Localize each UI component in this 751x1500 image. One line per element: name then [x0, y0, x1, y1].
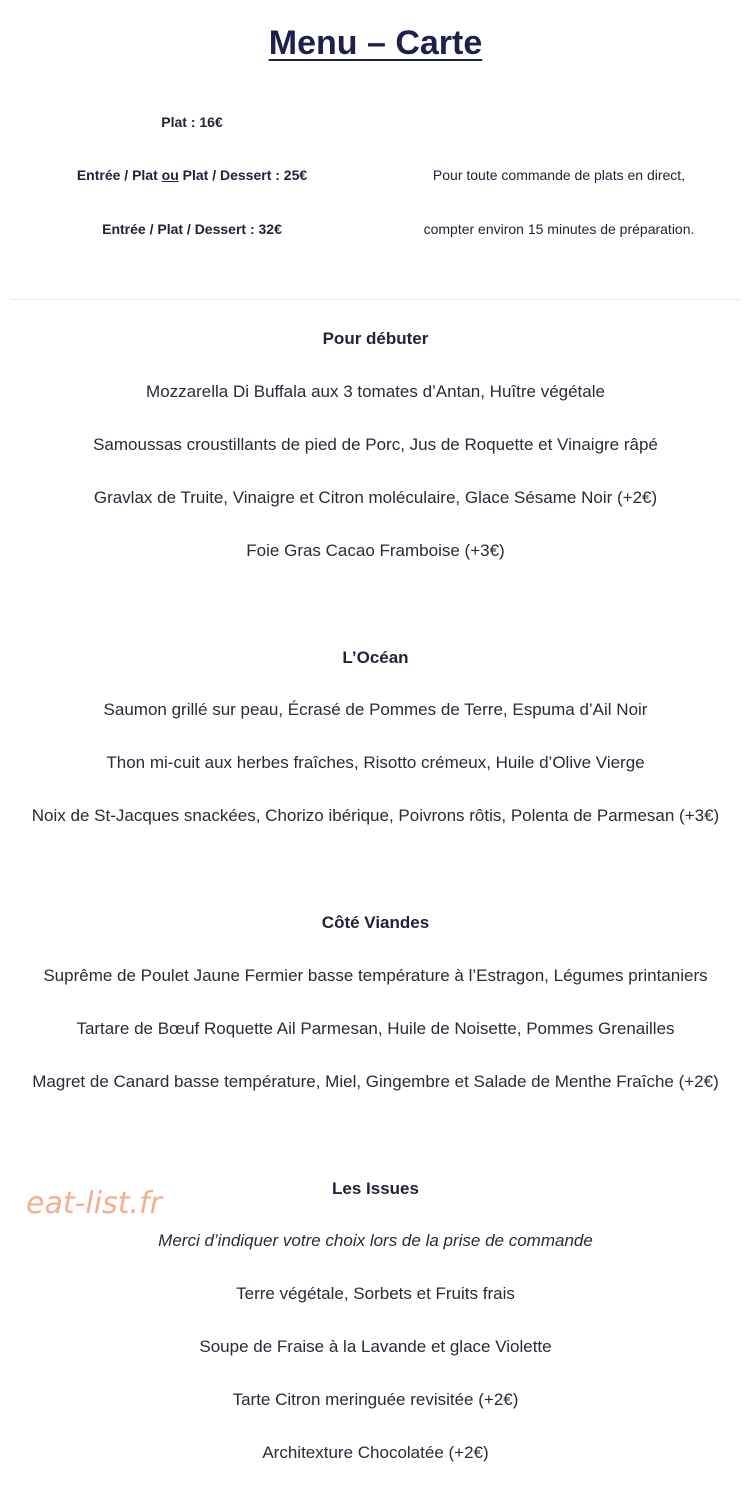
dish-item: Soupe de Fraise à la Lavande et glace Violette — [199, 1337, 552, 1356]
dish-item: Mozzarella Di Buffala aux 3 tomates d’Antan, Huître végétale — [146, 382, 605, 401]
dish-item: Thon mi-cuit aux herbes fraîches, Risotto crémeux, Huile d’Olive Vierge — [106, 753, 645, 772]
formula-two-part-a: Entrée / Plat — [76, 167, 162, 183]
divider — [10, 299, 741, 300]
price-formula-two — [42, 167, 342, 183]
dish-item: Gravlax de Truite, Vinaigre et Citron moléculaire, Glace Sésame Noir (+2€) — [93, 488, 658, 507]
price-plat: Plat : 16€ — [161, 114, 223, 130]
dish-item: Architexture Chocolatée (+2€) — [262, 1443, 489, 1462]
price-formula-three: Entrée / Plat / Dessert : 32€ — [102, 221, 282, 237]
dish-item: Samoussas croustillants de pied de Porc, Jus de Roquette et Vinaigre râpé — [93, 435, 658, 454]
watermark: eat-list.fr — [26, 1186, 162, 1221]
section-title-debuter: Pour débuter — [322, 329, 429, 348]
dish-item: Tartare de Bœuf Roquette Ail Parmesan, Huile de Noisette, Pommes Grenailles — [76, 1019, 675, 1038]
formula-two-ou: ou — [161, 167, 179, 183]
dish-item: Terre végétale, Sorbets et Fruits frais — [236, 1284, 515, 1303]
notice-line-1: Pour toute commande de plats en direct, — [432, 167, 686, 183]
dish-item: Noix de St-Jacques snackées, Chorizo ibérique, Poivrons rôtis, Polenta de Parmesan (+3€) — [31, 806, 720, 825]
menu-title: Menu – Carte — [268, 24, 483, 62]
dish-item: Magret de Canard basse température, Miel, Gingembre et Salade de Menthe Fraîche (+2€) — [32, 1072, 719, 1091]
section-note: Merci d’indiquer votre choix lors de la prise de commande — [158, 1231, 593, 1250]
dish-item: Tarte Citron meringuée revisitée (+2€) — [232, 1390, 519, 1409]
notice-line-2: compter environ 15 minutes de préparation. — [423, 221, 695, 237]
section-title-ocean: L’Océan — [342, 648, 409, 667]
dish-item: Saumon grillé sur peau, Écrasé de Pommes de Terre, Espuma d’Ail Noir — [103, 700, 648, 719]
dish-item: Foie Gras Cacao Framboise (+3€) — [246, 541, 505, 560]
dish-item: Suprême de Poulet Jaune Fermier basse température à l’Estragon, Légumes printaniers — [43, 966, 708, 985]
section-title-issues: Les Issues — [332, 1179, 419, 1198]
formula-two-part-b: Plat / Dessert : 25€ — [178, 167, 308, 183]
section-title-viandes: Côté Viandes — [321, 913, 430, 932]
